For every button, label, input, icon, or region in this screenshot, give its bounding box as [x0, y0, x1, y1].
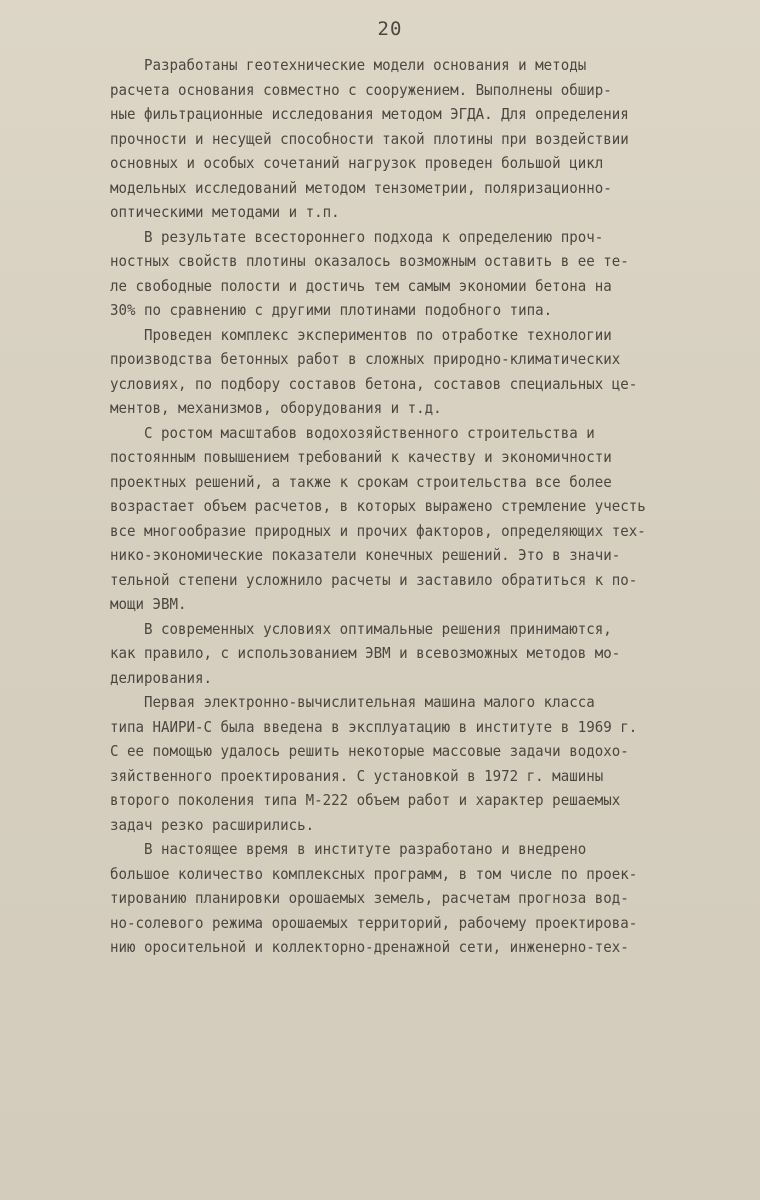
text-line: ные фильтрационные исследования методом ЭГДА. Для определения — [110, 105, 629, 123]
text-line: возрастает объем расчетов, в которых выражено стремление учесть — [110, 497, 646, 515]
text-line: нико-экономические показатели конечных решений. Это в значи- — [110, 546, 621, 564]
text-line: зяйственного проектирования. С установкой в 1972 г. машины — [110, 766, 604, 785]
text-line: нию оросительной и коллекторно-дренажной сети, инженерно-тех- — [110, 938, 629, 956]
text-line: ностных свойств плотины оказалось возможным оставить в ее те- — [110, 252, 629, 270]
text-line: модельных исследований методом тензометрии, поляризационно- — [110, 178, 612, 197]
text-line: расчета основания совместно с сооружением. Выполнены обшир- — [110, 80, 612, 99]
text-line: тельной степени усложнило расчеты и заставило обратиться к по- — [110, 570, 638, 589]
text-line: производства бетонных работ в сложных природно-климатических — [110, 350, 621, 368]
text-line: тированию планировки орошаемых земель, расчетам прогноза вод- — [110, 889, 629, 907]
paragraph-4 — [110, 421, 710, 617]
paragraph-1 — [110, 53, 710, 225]
text-line: В результате всестороннего подхода к определению проч- — [110, 227, 604, 246]
body-text — [110, 53, 710, 960]
text-line: второго поколения типа М-222 объем работ и характер решаемых — [110, 791, 621, 809]
paragraph-5 — [110, 617, 710, 691]
text-line: В современных условиях оптимальные решения принимаются, — [110, 619, 612, 638]
paragraph-6 — [110, 690, 710, 837]
page-number: 20 — [377, 18, 403, 40]
text-line: задач резко расширились. — [110, 815, 315, 834]
paragraph-3 — [110, 323, 710, 421]
text-line: Первая электронно-вычислительная машина малого класса — [110, 693, 595, 711]
text-line: как правило, с использованием ЭВМ и всевозможных методов мо- — [110, 644, 621, 662]
text-line: основных и особых сочетаний нагрузок проведен большой цикл — [110, 154, 604, 172]
text-line: постоянным повышением требований к качеству и экономичности — [110, 448, 612, 466]
text-line: делирования. — [110, 668, 213, 687]
text-line: но-солевого режима орошаемых территорий, рабочему проектирова- — [110, 913, 638, 932]
text-line: С ростом масштабов водохозяйственного строительства и — [110, 423, 595, 442]
text-line: Проведен комплекс экспериментов по отработке технологии — [110, 325, 612, 344]
text-line: условиях, по подбору составов бетона, составов специальных це- — [110, 374, 638, 393]
text-line: проектных решений, а также к срокам строительства все более — [110, 472, 612, 491]
text-line: мощи ЭВМ. — [110, 595, 187, 613]
text-line: ле свободные полости и достичь тем самым экономии бетона на — [110, 276, 612, 295]
paragraph-7 — [110, 837, 710, 960]
text-line: С ее помощью удалось решить некоторые массовые задачи водохо- — [110, 742, 629, 760]
text-line: большое количество комплексных программ, в том числе по проек- — [110, 864, 638, 883]
text-line: ментов, механизмов, оборудования и т.д. — [110, 399, 442, 417]
paragraph-2 — [110, 225, 710, 323]
text-line: оптическими методами и т.п. — [110, 203, 340, 221]
text-line: все многообразие природных и прочих факторов, определяющих тех- — [110, 521, 646, 540]
text-line: Разработаны геотехнические модели основания и методы — [110, 56, 587, 74]
text-line: 30% по сравнению с другими плотинами подобного типа. — [110, 301, 553, 319]
text-line: В настоящее время в институте разработано и внедрено — [110, 840, 587, 858]
text-line: прочности и несущей способности такой плотины при воздействии — [110, 129, 629, 148]
text-line: типа НАИРИ-С была введена в эксплуатацию в институте в 1969 г. — [110, 717, 638, 736]
